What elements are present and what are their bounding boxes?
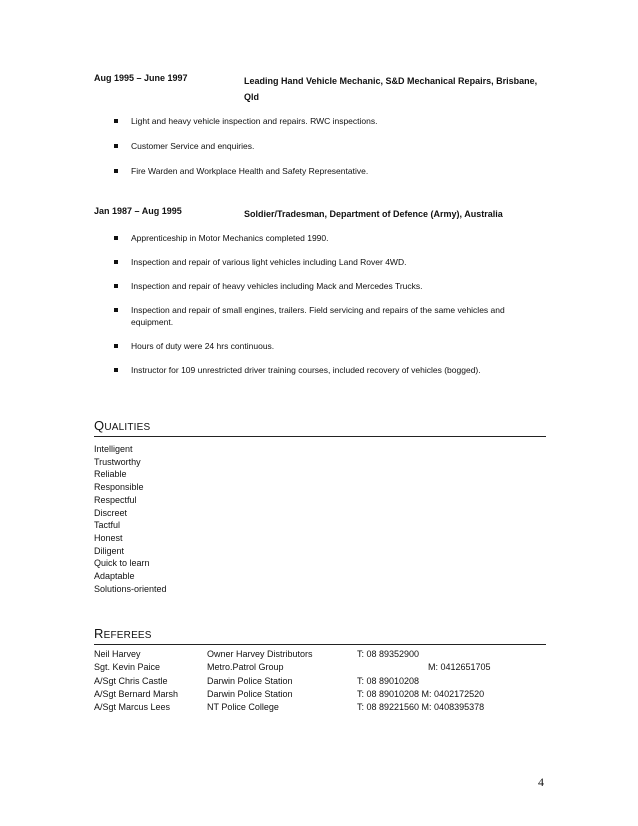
table-row xyxy=(94,689,628,702)
list-item: Trustworthy xyxy=(94,456,141,467)
section-heading: REFEREES xyxy=(94,626,546,645)
list-item: Inspection and repair of small engines, trailers. Field servicing and repairs of the same vehicles and equipment. xyxy=(114,304,544,328)
job-title: Soldier/Tradesman, Department of Defence (Army), Australia xyxy=(244,209,503,219)
bullet-icon xyxy=(114,308,118,312)
job-dates: Jan 1987 – Aug 1995 xyxy=(94,206,182,216)
referees-table xyxy=(94,649,628,715)
list-item: Quick to learn xyxy=(94,558,150,569)
referee-phone: T: 08 89010208 xyxy=(357,675,420,686)
list-item: Responsible xyxy=(94,482,144,493)
referee-name: Neil Harvey xyxy=(94,649,141,659)
list-item: Adaptable xyxy=(94,571,135,582)
list-item: Reliable xyxy=(94,469,127,480)
job-title: Leading Hand Vehicle Mechanic, S&D Mechanical Repairs, Brisbane, Qld xyxy=(244,76,538,102)
referee-phone: M: 0412651705 xyxy=(428,662,491,673)
table-row xyxy=(94,702,628,715)
bullet-icon xyxy=(114,144,118,148)
page-number: 4 xyxy=(538,775,544,789)
referee-phone: T: 08 89010208 M: 0402172520 xyxy=(357,688,485,699)
bullet-icon xyxy=(114,119,118,123)
referee-name: A/Sgt Marcus Lees xyxy=(94,702,171,713)
list-item: Honest xyxy=(94,532,123,543)
section-heading: QUALITIES xyxy=(94,418,546,437)
referee-phone: T: 08 89352900 xyxy=(357,649,420,659)
list-item: Solutions-oriented xyxy=(94,583,167,594)
list-item: Tactful xyxy=(94,520,121,531)
list-item: Customer Service and enquiries. xyxy=(114,140,544,152)
list-item: Instructor for 109 unrestricted driver training courses, included recovery of vehicles (bogged). xyxy=(114,364,544,376)
qualities-section xyxy=(94,418,546,437)
list-item: Respectful xyxy=(94,494,137,505)
bullet-icon xyxy=(114,368,118,372)
referee-name: A/Sgt Chris Castle xyxy=(94,675,168,686)
job-dates: Aug 1995 – June 1997 xyxy=(94,73,188,83)
bullet-icon xyxy=(114,284,118,288)
list-item: Diligent xyxy=(94,545,125,556)
list-item: Inspection and repair of heavy vehicles including Mack and Mercedes Trucks. xyxy=(114,280,544,292)
list-item: Inspection and repair of various light vehicles including Land Rover 4WD. xyxy=(114,256,544,268)
qualities-list xyxy=(94,443,167,595)
bullet-icon xyxy=(114,260,118,264)
referee-organisation: Metro.Patrol Group xyxy=(207,662,284,673)
bullet-icon xyxy=(114,344,118,348)
referees-section xyxy=(94,626,546,645)
table-row xyxy=(94,662,628,675)
table-row xyxy=(94,676,628,689)
list-item: Discreet xyxy=(94,507,128,518)
list-item: Intelligent xyxy=(94,444,133,454)
referee-name: Sgt. Kevin Paice xyxy=(94,662,161,673)
bullet-icon xyxy=(114,236,118,240)
referee-organisation: Owner Harvey Distributors xyxy=(207,649,313,659)
referee-organisation: Darwin Police Station xyxy=(207,688,293,699)
referee-phone: T: 08 89221560 M: 0408395378 xyxy=(357,702,485,713)
list-item: Fire Warden and Workplace Health and Safety Representative. xyxy=(114,165,544,177)
list-item: Hours of duty were 24 hrs continuous. xyxy=(114,340,544,352)
job-duties-list-1 xyxy=(114,115,544,177)
bullet-icon xyxy=(114,169,118,173)
table-row xyxy=(94,649,628,662)
list-item: Light and heavy vehicle inspection and repairs. RWC inspections. xyxy=(114,115,544,127)
referee-organisation: Darwin Police Station xyxy=(207,675,293,686)
list-item: Apprenticeship in Motor Mechanics completed 1990. xyxy=(114,232,544,244)
referee-organisation: NT Police College xyxy=(207,702,279,713)
job-duties-list-2 xyxy=(114,232,544,376)
referee-name: A/Sgt Bernard Marsh xyxy=(94,688,179,699)
